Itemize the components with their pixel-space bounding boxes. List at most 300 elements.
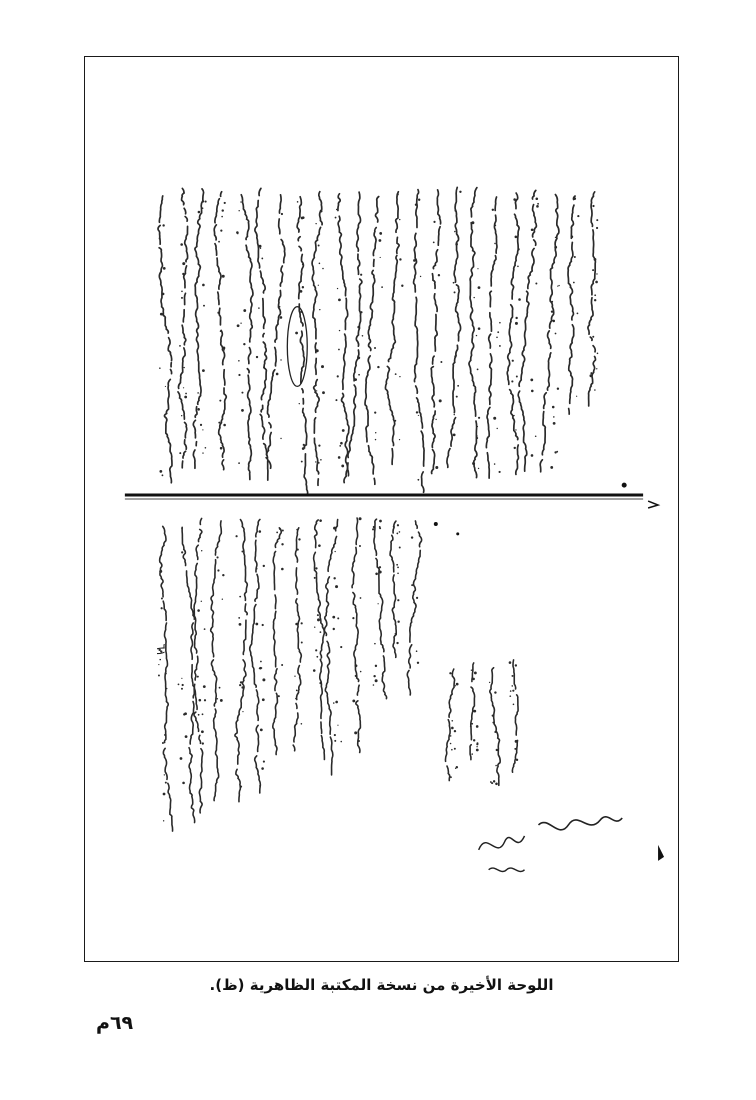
ink-dot — [243, 309, 246, 312]
ink-dot — [238, 617, 240, 619]
ink-dot — [358, 740, 360, 742]
ink-dot — [335, 585, 338, 588]
ink-dot — [181, 297, 183, 299]
ink-dot — [359, 545, 361, 547]
ink-dot — [158, 674, 160, 676]
ink-dot — [223, 424, 226, 427]
ink-dot — [184, 712, 187, 715]
manuscript-line — [352, 518, 360, 752]
ink-dot — [218, 241, 220, 243]
manuscript-line — [211, 521, 222, 801]
ink-dot — [451, 672, 453, 674]
ink-dot — [280, 438, 281, 439]
manuscript-line — [312, 192, 322, 486]
ink-dot — [512, 360, 514, 362]
ink-dot — [317, 618, 320, 621]
ink-dot — [399, 376, 400, 377]
ink-dot — [360, 311, 362, 313]
ink-dot — [399, 439, 400, 440]
ink-dot — [455, 685, 456, 686]
ink-dot — [341, 465, 344, 468]
ink-dot — [399, 219, 400, 220]
ink-dot — [352, 700, 355, 703]
ink-dot — [319, 682, 321, 684]
ink-dot — [552, 406, 555, 409]
ink-dot — [240, 323, 241, 324]
ink-dot — [435, 466, 438, 469]
ink-dot — [158, 664, 159, 665]
ink-dot — [379, 239, 382, 242]
ink-dot — [333, 527, 336, 530]
ink-dot — [513, 198, 516, 201]
ink-dot — [451, 720, 453, 722]
ink-dot — [449, 672, 451, 674]
ink-dot — [322, 391, 325, 394]
ink-dot — [411, 536, 413, 538]
ink-dot — [596, 219, 598, 221]
ink-dot — [596, 227, 598, 229]
ink-dot — [476, 743, 478, 745]
ink-dot — [509, 661, 512, 664]
ink-dot — [496, 336, 498, 338]
ink-dot — [378, 603, 379, 604]
ink-dot — [554, 246, 557, 249]
ink-dot — [397, 524, 399, 526]
ink-dot — [360, 597, 362, 599]
ink-dot — [494, 224, 496, 226]
ink-dot — [222, 209, 224, 211]
ink-dot — [577, 312, 579, 314]
ink-dot — [556, 451, 558, 453]
ink-dot — [258, 307, 260, 309]
ink-dot — [594, 294, 596, 296]
ink-dot — [178, 684, 180, 686]
ink-dot — [515, 664, 517, 666]
ink-dot — [555, 237, 556, 238]
ink-dot — [203, 685, 206, 688]
ink-dot — [201, 730, 204, 733]
manuscript-line — [407, 521, 421, 695]
ink-dot — [281, 664, 283, 666]
ink-dot — [339, 330, 340, 331]
ink-dot — [202, 207, 204, 209]
ink-dot — [494, 691, 496, 693]
ink-dot — [535, 197, 538, 200]
ink-dot — [477, 368, 479, 370]
ink-dot — [375, 439, 376, 440]
ink-dot — [495, 782, 498, 785]
ink-dot — [379, 566, 381, 568]
ink-dot — [220, 196, 221, 197]
ink-dot — [401, 285, 403, 287]
ink-dot — [360, 274, 362, 276]
ink-dot — [374, 347, 376, 349]
ink-dot — [459, 191, 461, 193]
ink-dot — [297, 548, 299, 550]
ink-dot — [295, 698, 296, 699]
ink-dot — [492, 722, 494, 724]
ink-dot — [181, 291, 183, 293]
ink-dot — [438, 274, 440, 276]
ink-dot — [159, 238, 161, 240]
ink-dot — [340, 646, 342, 648]
ink-dot — [337, 617, 339, 619]
figure-caption: اللوحة الأخيرة من نسخة المكتبة الظاهرية (ظ). — [209, 976, 554, 994]
ink-dot — [185, 393, 187, 395]
ink-dot — [202, 452, 203, 453]
ink-dot — [164, 734, 166, 736]
ink-dot — [374, 412, 376, 414]
ink-dot — [259, 245, 262, 248]
manuscript-line — [314, 520, 325, 763]
ink-dot — [205, 447, 207, 449]
ink-dot — [433, 221, 435, 223]
manuscript-line — [250, 519, 261, 792]
ink-dot — [261, 258, 263, 260]
ink-dot — [375, 572, 378, 575]
ink-dot — [256, 568, 258, 570]
ink-dot — [237, 324, 240, 327]
ink-dot — [337, 725, 338, 726]
manuscript-line — [374, 519, 387, 698]
ink-dot — [359, 517, 362, 520]
ink-dot — [531, 454, 534, 457]
ink-dot — [315, 223, 316, 224]
ink-dot — [161, 598, 163, 600]
ink-dot — [301, 256, 302, 257]
ink-dot — [477, 268, 478, 269]
ink-dot — [416, 411, 418, 413]
ink-dot — [577, 215, 579, 217]
ink-dot — [499, 322, 501, 324]
ink-dot — [238, 374, 240, 376]
ink-dot — [159, 367, 161, 369]
ink-dot — [319, 263, 321, 265]
ink-dot — [262, 624, 264, 626]
ink-dot — [397, 621, 399, 623]
ink-dot — [256, 356, 258, 358]
ink-dot — [550, 466, 553, 469]
ink-dot — [417, 662, 419, 664]
ink-dot — [375, 432, 376, 433]
ink-dot — [296, 529, 298, 531]
ink-dot — [478, 468, 479, 469]
ink-dot — [222, 598, 223, 599]
ink-dot — [199, 699, 202, 702]
ink-dot — [420, 276, 421, 277]
ink-dot — [182, 782, 185, 785]
ink-dot — [517, 266, 519, 268]
ink-dot — [263, 366, 265, 368]
manuscript-line — [324, 520, 337, 775]
ink-dot — [260, 661, 262, 663]
ink-dot — [262, 698, 265, 701]
ink-dot — [181, 415, 182, 416]
manuscript-line — [447, 187, 461, 469]
ink-dot — [320, 459, 322, 461]
ink-dot — [411, 584, 413, 586]
ink-dot — [280, 316, 283, 319]
ink-dot — [515, 236, 518, 239]
ink-dot — [499, 471, 501, 473]
ink-dot — [396, 196, 397, 197]
ink-dot — [451, 727, 454, 730]
ink-dot — [471, 753, 473, 755]
manuscript-line — [431, 190, 440, 474]
ink-dot — [181, 527, 183, 529]
ink-dot — [240, 785, 242, 787]
ink-dot — [395, 373, 397, 375]
ink-dot — [474, 672, 477, 675]
ink-dot — [513, 704, 515, 706]
ink-dot — [201, 550, 202, 551]
manuscript-line — [507, 193, 519, 474]
ink-dot — [221, 216, 223, 218]
ink-dot — [204, 699, 206, 701]
ink-dot — [295, 623, 298, 626]
ink-dot — [276, 373, 279, 376]
ink-dot — [496, 749, 498, 751]
ink-dot — [298, 229, 300, 231]
ink-dot — [200, 424, 202, 426]
ink-dot — [204, 628, 206, 630]
ink-dot — [476, 435, 478, 437]
ink-dot — [255, 623, 258, 626]
ink-dot — [494, 243, 495, 244]
ink-dot — [454, 355, 456, 357]
manuscript-line — [182, 527, 195, 822]
ink-dot — [301, 217, 304, 220]
ink-dot — [509, 695, 511, 697]
ink-dot — [379, 520, 382, 523]
ink-dot — [297, 201, 299, 203]
ink-dot — [322, 268, 324, 270]
ink-dot — [455, 768, 456, 769]
ink-dot — [396, 533, 398, 535]
ink-dot — [197, 609, 200, 612]
ink-dot — [515, 740, 518, 743]
ink-dot — [472, 678, 475, 681]
ink-dot — [558, 285, 559, 286]
ink-dot — [181, 551, 183, 553]
ink-dot — [159, 570, 162, 573]
ink-dot — [222, 346, 225, 349]
ink-dot — [450, 743, 452, 745]
ink-dot — [335, 701, 338, 704]
ink-dot — [301, 622, 303, 624]
ink-dot — [513, 415, 514, 416]
ink-dot — [354, 378, 357, 381]
ink-dot — [314, 577, 316, 579]
ink-dot — [476, 749, 479, 752]
ink-dot — [280, 359, 281, 360]
ink-dot — [220, 330, 222, 332]
ink-dot — [357, 326, 360, 329]
ink-dot — [222, 574, 224, 576]
ink-dot — [183, 387, 184, 388]
ink-dot — [340, 442, 343, 445]
ink-dot — [220, 230, 222, 232]
ink-dot — [295, 332, 298, 335]
ink-dot — [552, 320, 555, 323]
ink-dot — [478, 327, 481, 330]
ink-dot — [163, 793, 166, 796]
ink-dot — [202, 284, 205, 287]
ink-dot — [492, 705, 494, 707]
ink-dot — [316, 656, 318, 658]
ink-dot — [179, 345, 181, 347]
ink-dot — [592, 205, 594, 207]
ink-dot — [238, 360, 240, 362]
ink-dot — [380, 257, 381, 258]
ink-dot — [374, 643, 376, 645]
ink-dot — [535, 435, 537, 437]
ink-dot — [198, 211, 201, 214]
ink-dot — [278, 695, 280, 697]
ink-dot — [162, 293, 165, 296]
ink-dot — [594, 389, 596, 391]
ink-dot — [595, 281, 598, 284]
ink-dot — [165, 673, 167, 675]
ink-dot — [333, 577, 335, 579]
ink-dot — [183, 367, 184, 368]
ink-dot — [557, 388, 559, 390]
ink-dot — [456, 683, 459, 686]
ink-dot — [515, 317, 517, 319]
ink-dot — [281, 213, 283, 215]
ink-dot — [375, 665, 377, 667]
ink-dot — [395, 633, 396, 634]
ink-dot — [182, 273, 184, 275]
ink-dot — [433, 242, 435, 244]
ink-dot — [302, 447, 305, 450]
ink-dot — [180, 243, 183, 246]
ink-dot — [396, 564, 398, 566]
ink-dot — [202, 369, 205, 372]
ink-dot — [339, 445, 341, 447]
ink-dot — [456, 396, 458, 398]
ink-dot — [333, 702, 335, 704]
ink-dot — [512, 690, 514, 692]
ink-dot — [454, 414, 455, 415]
ink-dot — [511, 380, 513, 382]
ink-dot — [338, 349, 340, 351]
ink-dot — [318, 462, 320, 464]
ink-dot — [181, 688, 183, 690]
ink-dot — [536, 205, 539, 208]
ink-dot — [416, 650, 418, 652]
manuscript-line — [469, 188, 477, 478]
ink-dot — [313, 669, 316, 672]
ink-dot — [492, 715, 494, 717]
ink-dot — [320, 658, 322, 660]
ink-dot — [241, 686, 243, 688]
ink-dot — [551, 301, 553, 303]
ink-dot — [318, 445, 320, 447]
ink-dot — [373, 684, 375, 686]
ink-dot — [263, 760, 265, 762]
ink-dot — [235, 535, 237, 537]
ink-dot — [163, 267, 166, 270]
manuscript-line — [365, 197, 379, 485]
ink-dot — [493, 417, 496, 420]
ink-dot — [478, 286, 481, 289]
ink-dot — [551, 310, 553, 312]
ink-dot — [216, 698, 218, 700]
ink-dot — [165, 386, 166, 387]
ink-dot — [240, 681, 242, 683]
ink-dot — [574, 256, 576, 258]
ink-dot — [300, 290, 303, 293]
ink-dot — [451, 749, 453, 751]
ink-dot — [183, 192, 185, 194]
ink-dot — [553, 422, 556, 425]
ink-dot — [381, 286, 383, 288]
ink-dot — [299, 403, 300, 404]
ink-dot — [239, 596, 241, 598]
ink-dot — [163, 820, 164, 821]
ink-dot — [241, 550, 243, 552]
ink-dot — [333, 628, 335, 630]
ink-dot — [514, 447, 516, 449]
ink-dot — [334, 734, 336, 736]
ink-dot — [354, 731, 357, 734]
ink-dot — [315, 461, 316, 462]
ink-dot — [531, 390, 534, 393]
ink-dot — [239, 684, 241, 686]
manuscript-line — [193, 189, 203, 468]
ink-dot — [197, 392, 199, 394]
ink-dot — [515, 429, 516, 430]
ink-dot — [185, 735, 188, 738]
ink-dot — [162, 224, 164, 226]
ink-dot — [201, 601, 202, 602]
ink-dot — [338, 456, 341, 459]
manuscript-line — [293, 528, 301, 751]
ink-dot — [164, 774, 165, 775]
ink-dot — [262, 678, 265, 681]
ink-dot — [415, 204, 417, 206]
ink-dot — [355, 675, 357, 677]
ink-dot — [317, 614, 319, 616]
ink-dot — [320, 210, 323, 213]
ink-dot — [473, 739, 475, 741]
ink-dot — [531, 228, 534, 231]
ink-dot — [418, 199, 420, 201]
ink-dot — [530, 379, 533, 382]
ink-dot — [216, 556, 218, 558]
manuscript-line — [414, 190, 424, 493]
ink-dot — [159, 470, 162, 473]
ink-dot — [397, 599, 399, 601]
ink-dot — [161, 607, 163, 609]
ink-dot — [281, 568, 284, 571]
ink-dot — [203, 305, 205, 307]
ink-dot — [590, 372, 592, 374]
ink-dot — [236, 231, 239, 234]
ink-dot — [301, 461, 303, 463]
manuscript-line — [490, 668, 500, 786]
ink-dot — [259, 785, 261, 787]
ink-dot — [301, 641, 303, 643]
ink-dot — [477, 426, 478, 427]
ink-dot — [358, 374, 360, 376]
page-number: ٦٩م — [96, 1012, 134, 1034]
ink-dot — [318, 544, 321, 547]
ink-dot — [181, 678, 182, 679]
manuscript-line — [518, 190, 536, 471]
ink-dot — [394, 420, 396, 422]
